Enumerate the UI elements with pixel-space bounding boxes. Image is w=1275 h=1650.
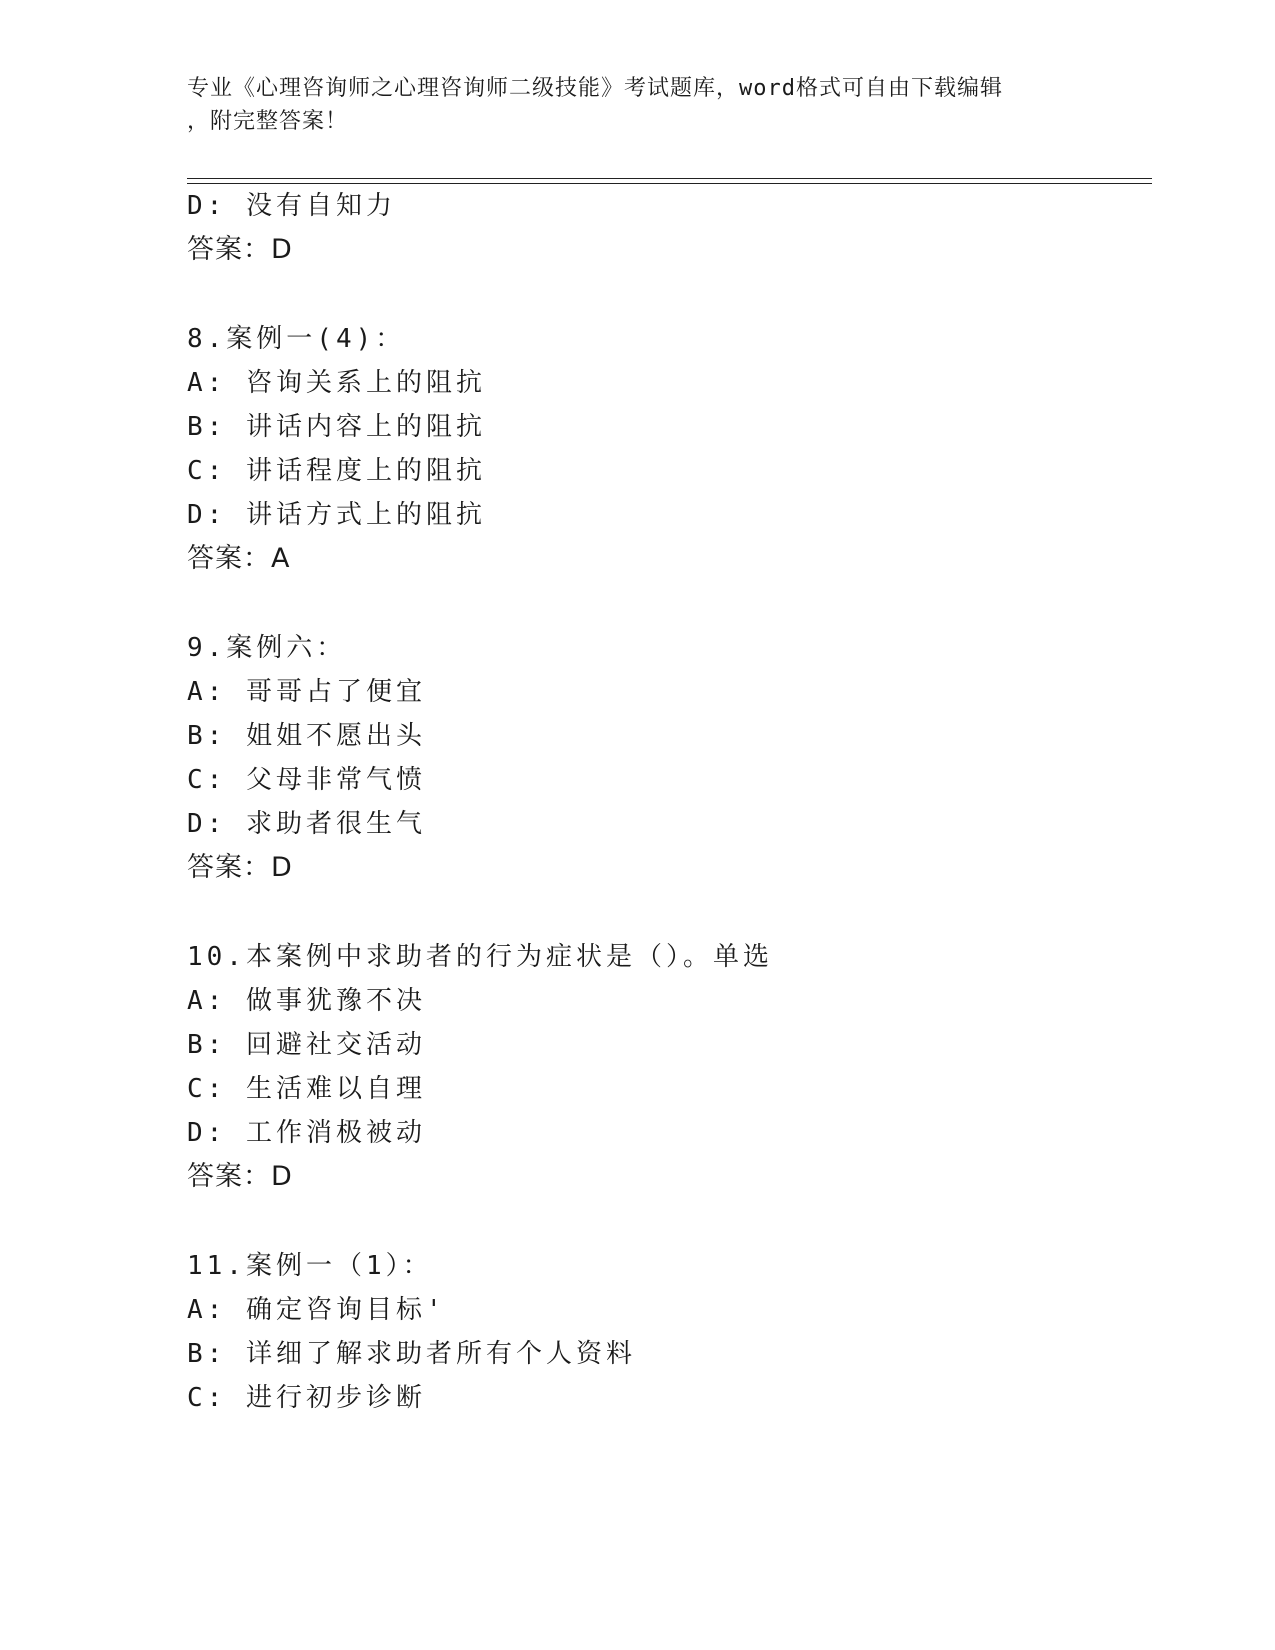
question-stem: 8.案例一(4)：: [187, 324, 406, 354]
header-line-1: 专业《心理咨询师之心理咨询师二级技能》考试题库，word格式可自由下载编辑: [187, 76, 1003, 101]
answer: 答案：D: [187, 852, 293, 883]
option-b: B: 姐姐不愿出头: [187, 721, 426, 751]
answer: 答案：D: [187, 1161, 293, 1192]
option-d: D: 工作消极被动: [187, 1118, 426, 1148]
option-b: B: 回避社交活动: [187, 1030, 426, 1060]
document-header: [187, 72, 1087, 138]
option-d: D: 讲话方式上的阻抗: [187, 500, 486, 530]
option-c: C: 讲话程度上的阻抗: [187, 456, 486, 486]
option-d: D: 没有自知力: [187, 191, 396, 221]
header-divider-top: [187, 178, 1152, 179]
question-stem: 11.案例一（1）：: [187, 1251, 433, 1281]
header-divider-bottom: [187, 183, 1152, 184]
option-b: B: 详细了解求助者所有个人资料: [187, 1339, 636, 1369]
option-a: A: 做事犹豫不决: [187, 986, 426, 1016]
answer: 答案：A: [187, 543, 291, 574]
answer: 答案：D: [187, 234, 293, 265]
option-c: C: 生活难以自理: [187, 1074, 426, 1104]
option-a: A: 咨询关系上的阻抗: [187, 368, 486, 398]
option-d: D: 求助者很生气: [187, 809, 426, 839]
header-line-2: ，附完整答案！: [187, 109, 349, 134]
option-c: C: 进行初步诊断: [187, 1383, 426, 1413]
option-b: B: 讲话内容上的阻抗: [187, 412, 486, 442]
option-a: A: 确定咨询目标': [187, 1295, 446, 1325]
question-stem: 9.案例六：: [187, 633, 347, 663]
option-c: C: 父母非常气愤: [187, 765, 426, 795]
question-stem: 10.本案例中求助者的行为症状是（）。单选: [187, 942, 773, 972]
option-a: A: 哥哥占了便宜: [187, 677, 426, 707]
